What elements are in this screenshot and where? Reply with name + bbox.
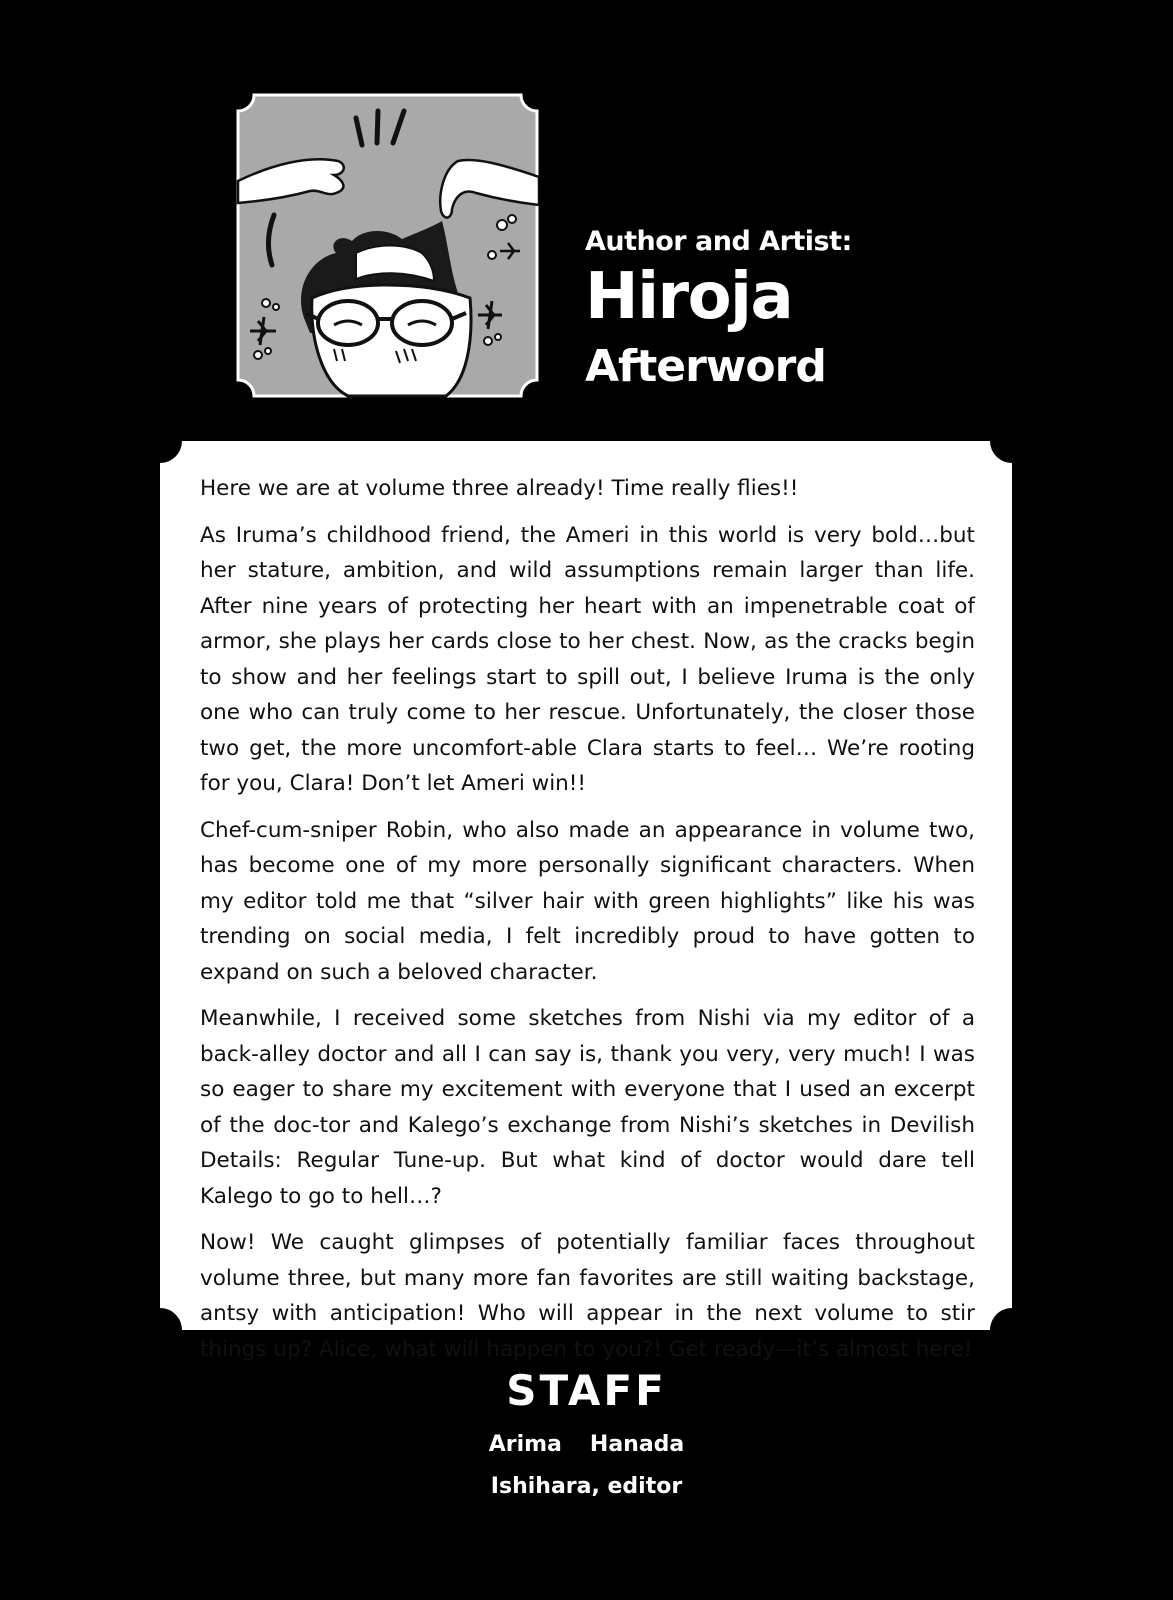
afterword-paragraph: Now! We caught glimpses of potentially familiar faces throughout volume three, but many more fan favorites are still waiting backstage, antsy with anticipation! Who will appear in the next volume to stir things up? Alice, what will happen to you?! Get ready—it’s almost here!	[200, 1230, 975, 1362]
staff-member: Arima	[488, 1432, 562, 1457]
author-label: Author and Artist:	[585, 226, 852, 257]
author-name: Hiroja	[585, 260, 793, 334]
author-header	[585, 226, 852, 392]
afterword-paragraph: Meanwhile, I received some sketches from Nishi via my editor of a back-alley doctor and all I can say is, thank you very, very much! I was so eager to share my excitement with everyone that I used an excerpt of the doc-tor and Kalego’s exchange from Nishi’s sketches in Devilish Details: Regular Tune-up. But what kind of doctor would dare tell Kalego to go to hell…?	[200, 1006, 975, 1209]
afterword-paragraph: Here we are at volume three already! Time really flies!!	[200, 476, 799, 501]
author-portrait	[236, 93, 539, 398]
author-portrait-icon	[236, 93, 539, 398]
afterword-body	[200, 471, 975, 1378]
staff-title: STAFF	[506, 1366, 667, 1415]
afterword-paragraph: Chef-cum-sniper Robin, who also made an appearance in volume two, has become one of my more personally significant characters. When my editor told me that “silver hair with green highlights” like his was trending on social media, I felt incredibly proud to have gotten to expand on such a beloved character.	[200, 817, 975, 985]
staff-member: Hanada	[589, 1432, 685, 1457]
section-title: Afterword	[585, 341, 826, 392]
staff-editor: Ishihara, editor	[490, 1474, 683, 1499]
staff-credits	[0, 1366, 1173, 1499]
staff-members	[0, 1434, 1173, 1456]
afterword-paragraph: As Iruma’s childhood friend, the Ameri in this world is very bold…but her stature, ambition, and wild assumptions remain larger than life. After nine years of protecting her heart with an impenetrable coat of armor, she plays her cards close to her chest. Now, as the cracks begin to show and her feelings start to spill out, I believe Iruma is the only one who can truly come to her rescue. Unfortunately, the closer those two get, the more uncomfort-able Clara starts to feel… We’re rooting for you, Clara! Don’t let Ameri win!!	[200, 522, 975, 796]
afterword-card	[160, 441, 1012, 1362]
